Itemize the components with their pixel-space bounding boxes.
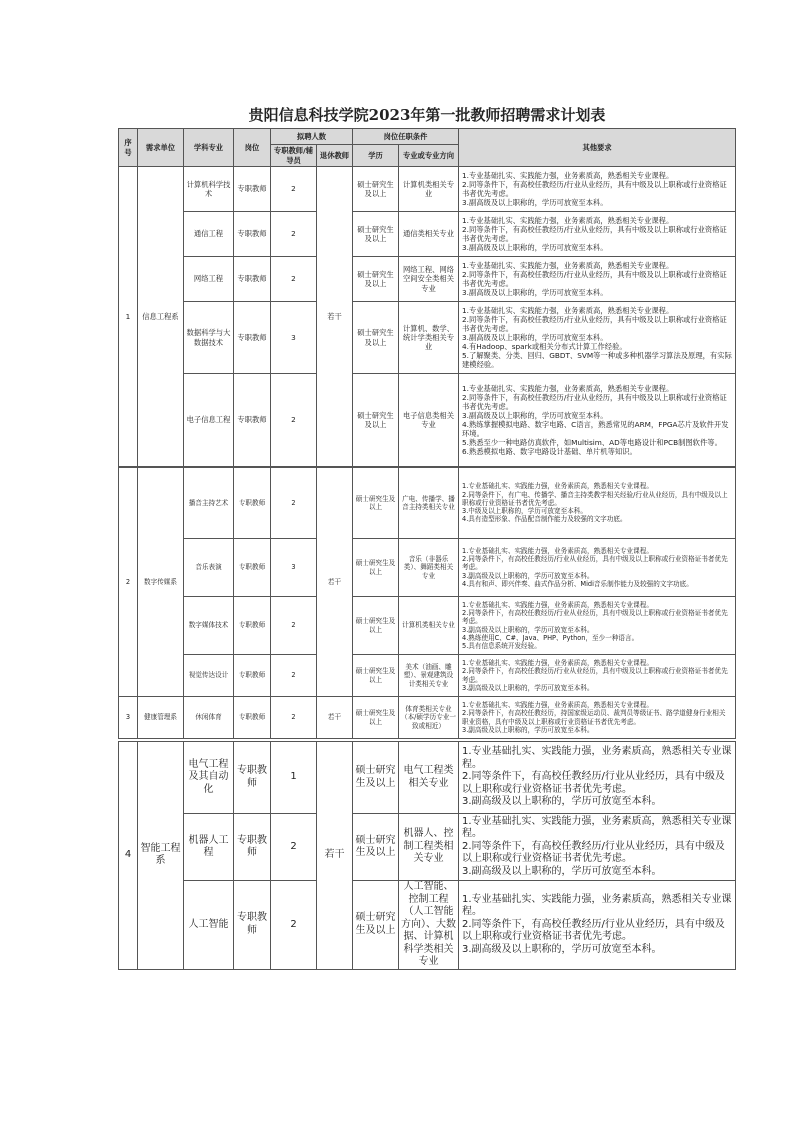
requirement-line: 3.副高级及以上职称的，学历可放宽至本科。 [462,243,608,253]
header-edu: 学历 [353,145,399,167]
requirement-line: 2.同等条件下，有广电、传播学、播音主持类教学相关经验/行业从业经历，具有中级及以上职称或行业资格证书者优先考虑。 [462,490,728,507]
dept-unit: 智能工程系 [138,742,184,970]
post-cell: 专职教师 [234,212,271,257]
requirements-cell [459,374,736,467]
count-cell: 2 [271,374,317,467]
requirement-line: 3.副高级及以上职称的，学历可放宽至本科。 [462,571,594,580]
post-cell: 专职教师 [234,302,271,374]
count-cell: 2 [271,881,317,970]
header-unit: 需求单位 [138,129,184,167]
requirements-cell [459,881,736,970]
requirement-line: 1.专业基础扎实、实践能力强，业务素质高，熟悉相关专业课程。 [462,701,653,710]
count-cell: 2 [271,814,317,881]
count-cell: 2 [271,468,317,539]
requirement-line: 3.副高级及以上职称的，学历可放宽至本科。 [462,625,594,634]
edu-cell: 硕士研究生及以上 [353,814,399,881]
dir-cell: 体育类相关专业（本/硕学历专业一致或相近） [399,697,459,739]
requirement-line: 2.同等条件下，有高校任教经历/行业从业经历，具有中级及以上职称或行业资格证书者优先考虑。 [462,224,727,243]
dir-cell: 机器人、控制工程类相关专业 [399,814,459,881]
requirements-cell [459,539,736,597]
dir-cell: 通信类相关专业 [399,212,459,257]
edu-cell: 硕士研究生及以上 [353,468,399,539]
post-cell: 专职教师 [234,257,271,302]
major-cell: 计算机科学技术 [184,167,234,212]
requirement-line: 4.具有和声、即兴伴奏、曲式作品分析、Midi音乐制作能力及较强的文字功底。 [462,579,693,588]
requirement-line: 2.同等条件下，有高校任教经历/行业从业经历，具有中级及以上职称或行业资格证书者优先考虑。 [462,555,728,572]
header-dir: 专业或专业方向 [399,145,459,167]
requirement-line: 1.专业基础扎实、实践能力强，业务素质高，熟悉相关专业课程。 [462,746,732,770]
recruitment-table-section-3 [118,741,736,970]
requirements-cell [459,468,736,539]
requirement-line: 1.专业基础扎实、实践能力强，业务素质高，熟悉相关专业课程。 [462,482,653,491]
count-cell: 3 [271,302,317,374]
dir-cell: 电气工程类相关专业 [399,742,459,814]
edu-cell: 硕士研究生及以上 [353,167,399,212]
requirement-line: 4.有Hadoop、spark或相关分布式计算工作经验。 [462,342,627,352]
count-cell: 2 [271,167,317,212]
dir-cell: 网络工程、网络空间安全类相关专业 [399,257,459,302]
recruitment-table-section-2 [118,467,736,739]
header-cond-group: 岗位任职条件 [353,129,459,145]
header-count-retired: 退休教师 [317,145,353,167]
header-major: 学科专业 [184,129,234,167]
major-cell: 网络工程 [184,257,234,302]
dept-unit: 信息工程系 [138,167,184,467]
post-cell: 专职教师 [234,881,271,970]
requirement-line: 1.专业基础扎实、实践能力强，业务素质高，熟悉相关专业课程。 [462,659,653,668]
requirement-line: 2.同等条件下，有高校任教经历/行业从业经历，具有中级及以上职称或行业资格证书者优先考虑。 [462,667,728,684]
requirement-line: 3.副高级及以上职称的，学历可放宽至本科。 [462,332,608,342]
post-cell: 专职教师 [234,597,271,655]
requirement-line: 2.同等条件下，有高校任教经历，持国家级运动员、裁判员等级证书、路学道健身行业相关职业资格，具有中级及以上职称或行业资格证书者优先考虑。 [462,709,726,726]
edu-cell: 硕士研究生及以上 [353,881,399,970]
post-cell: 专职教师 [234,742,271,814]
requirement-line: 3.副高级及以上职称的，学历可放宽至本科。 [462,943,662,955]
post-cell: 专职教师 [234,655,271,697]
count-cell: 2 [271,212,317,257]
post-cell: 专职教师 [234,167,271,212]
post-cell: 专职教师 [234,814,271,881]
requirement-line: 6.熟悉模拟电路、数字电路设计基础、单片机等知识。 [462,447,637,457]
post-cell: 专职教师 [234,539,271,597]
dir-cell: 人工智能、控制工程（人工智能方向）、大数据、计算机科学类相关专业 [399,881,459,970]
count-cell: 2 [271,697,317,739]
dir-cell: 计算机类相关专业 [399,167,459,212]
edu-cell: 硕士研究生及以上 [353,374,399,467]
count-cell: 2 [271,257,317,302]
requirements-cell [459,742,736,814]
dept-seq: 4 [119,742,138,970]
requirement-line: 1.专业基础扎实、实践能力强，业务素质高，熟悉相关专业课程。 [462,600,653,609]
dir-cell: 计算机类相关专业 [399,597,459,655]
requirement-line: 2.同等条件下，有高校任教经历/行业从业经历，具有中级及以上职称或行业资格证书者优先考虑。 [462,771,725,795]
requirement-line: 1.专业基础扎实、实践能力强，业务素质高，熟悉相关专业课程。 [462,815,732,840]
major-cell: 播音主持艺术 [184,468,234,539]
count-cell: 1 [271,742,317,814]
requirements-cell [459,302,736,374]
requirements-cell [459,597,736,655]
major-cell: 视觉传达设计 [184,655,234,697]
major-cell: 机器人工程 [184,814,234,881]
dept-seq: 1 [119,167,138,467]
requirement-line: 1.专业基础扎实、实践能力强，业务素质高，熟悉相关专业课程。 [462,893,732,917]
requirement-line: 3.副高级及以上职称的，学历可放宽至本科。 [462,796,662,808]
requirement-line: 2.同等条件下，有高校任教经历/行业从业经历，具有中级及以上职称或行业资格证书者优先考虑。 [462,918,725,942]
header-post: 岗位 [234,129,271,167]
dept-unit: 数字传媒系 [138,468,184,697]
major-cell: 电子信息工程 [184,374,234,467]
requirement-line: 1.专业基础扎实、实践能力强，业务素质高，熟悉相关专业课程。 [462,546,653,555]
major-cell: 音乐表演 [184,539,234,597]
post-cell: 专职教师 [234,697,271,739]
requirements-cell [459,814,736,881]
post-cell: 专职教师 [234,468,271,539]
count-cell: 2 [271,597,317,655]
requirement-line: 5.熟悉至少一种电路仿真软件，如Multisim、AD等电路设计和PCB制图软件等。 [462,438,722,448]
requirement-line: 1.专业基础扎实、实践能力强，业务素质高，熟悉相关专业课程。 [462,215,674,225]
header-count-group: 拟聘人数 [271,129,353,145]
requirements-cell [459,212,736,257]
requirement-line: 4.具有造型形象、作品配音制作能力及较强的文字功底。 [462,515,627,524]
major-cell: 休闲体育 [184,697,234,739]
requirement-line: 5.具有信息系统开发经验。 [462,641,541,650]
requirement-line: 1.专业基础扎实、实践能力强，业务素质高，熟悉相关专业课程。 [462,170,674,180]
retired-count-cell: 若干 [317,468,353,697]
requirements-cell [459,697,736,739]
dept-unit: 健康管理系 [138,697,184,739]
dir-cell: 广电、传播学、播音主持类相关专业 [399,468,459,539]
requirement-line: 1.专业基础扎实、实践能力强，业务素质高，熟悉相关专业课程。 [462,260,674,270]
edu-cell: 硕士研究生及以上 [353,697,399,739]
edu-cell: 硕士研究生及以上 [353,257,399,302]
requirement-line: 3.副高级及以上职称的，学历可放宽至本科。 [462,198,608,208]
header-count-full: 专职教师/辅导员 [271,145,317,167]
major-cell: 通信工程 [184,212,234,257]
dir-cell: 音乐（非器乐类）、舞蹈类相关专业 [399,539,459,597]
edu-cell: 硕士研究生及以上 [353,597,399,655]
count-cell: 3 [271,539,317,597]
major-cell: 数据科学与大数据技术 [184,302,234,374]
requirement-line: 5.了解聚类、分类、回归、GBDT、SVM等一种或多种机器学习算法及原理，有实际建模经验。 [462,351,732,370]
requirement-line: 2.同等条件下，有高校任教经历/行业从业经历，具有中级及以上职称或行业资格证书者优先考虑。 [462,179,727,198]
major-cell: 数字媒体技术 [184,597,234,655]
requirements-cell [459,167,736,212]
count-cell: 2 [271,655,317,697]
requirement-line: 3.副高级及以上职称的，学历可放宽至本科。 [462,725,594,734]
edu-cell: 硕士研究生及以上 [353,539,399,597]
edu-cell: 硕士研究生及以上 [353,742,399,814]
dir-cell: 计算机、数学、统计学类相关专业 [399,302,459,374]
dir-cell: 美术（油画、雕塑）、景观建筑设计类相关专业 [399,655,459,697]
requirement-line: 2.同等条件下，有高校任教经历/行业从业经历，具有中级及以上职称或行业资格证书者优先考虑。 [462,609,728,626]
edu-cell: 硕士研究生及以上 [353,302,399,374]
retired-count-cell: 若干 [317,742,353,970]
requirement-line: 3.副高级及以上职称的，学历可放宽至本科。 [462,683,594,692]
retired-count-cell: 若干 [317,697,353,739]
requirement-line: 1.专业基础扎实、实践能力强，业务素质高，熟悉相关专业课程。 [462,305,674,315]
requirement-line: 3.副高级及以上职称的，学历可放宽至本科。 [462,865,662,877]
requirement-line: 1.专业基础扎实、实践能力强，业务素质高，熟悉相关专业课程。 [462,383,674,393]
header-seq: 序号 [119,129,138,167]
requirement-line: 2.同等条件下，有高校任教经历/行业从业经历，具有中级及以上职称或行业资格证书者优先考虑。 [462,840,725,865]
dir-cell: 电子信息类相关专业 [399,374,459,467]
dept-seq: 2 [119,468,138,697]
dept-seq: 3 [119,697,138,739]
major-cell: 人工智能 [184,881,234,970]
requirement-line: 4.熟练掌握模拟电路、数字电路、C语言，熟悉常见的ARM，FPGA芯片及软件开发环境。 [462,420,729,439]
edu-cell: 硕士研究生及以上 [353,655,399,697]
post-cell: 专职教师 [234,374,271,467]
table-title: 贵阳信息科技学院2023年第一批教师招聘需求计划表 [248,105,606,124]
recruitment-table-section-1 [118,102,736,467]
edu-cell: 硕士研究生及以上 [353,212,399,257]
major-cell: 电气工程及其自动化 [184,742,234,814]
requirement-line: 3.中级及以上职称的，学历可放宽至本科。 [462,507,587,516]
requirement-line: 3.副高级及以上职称的，学历可放宽至本科。 [462,288,608,298]
retired-count-cell: 若干 [317,167,353,467]
requirement-line: 4.熟练使用C、C#、Java、PHP、Python，至少一种语言。 [462,633,639,642]
requirement-line: 3.副高级及以上职称的，学历可放宽至本科。 [462,410,608,420]
requirements-cell [459,655,736,697]
requirement-line: 2.同等条件下，有高校任教经历/行业从业经历，具有中级及以上职称或行业资格证书者优先考虑。 [462,314,727,333]
requirement-line: 2.同等条件下，有高校任教经历/行业从业经历，具有中级及以上职称或行业资格证书者优先考虑。 [462,269,727,288]
requirement-line: 2.同等条件下，有高校任教经历/行业从业经历，具有中级及以上职称或行业资格证书者优先考虑。 [462,392,727,411]
requirements-cell [459,257,736,302]
header-other: 其他要求 [459,129,736,167]
